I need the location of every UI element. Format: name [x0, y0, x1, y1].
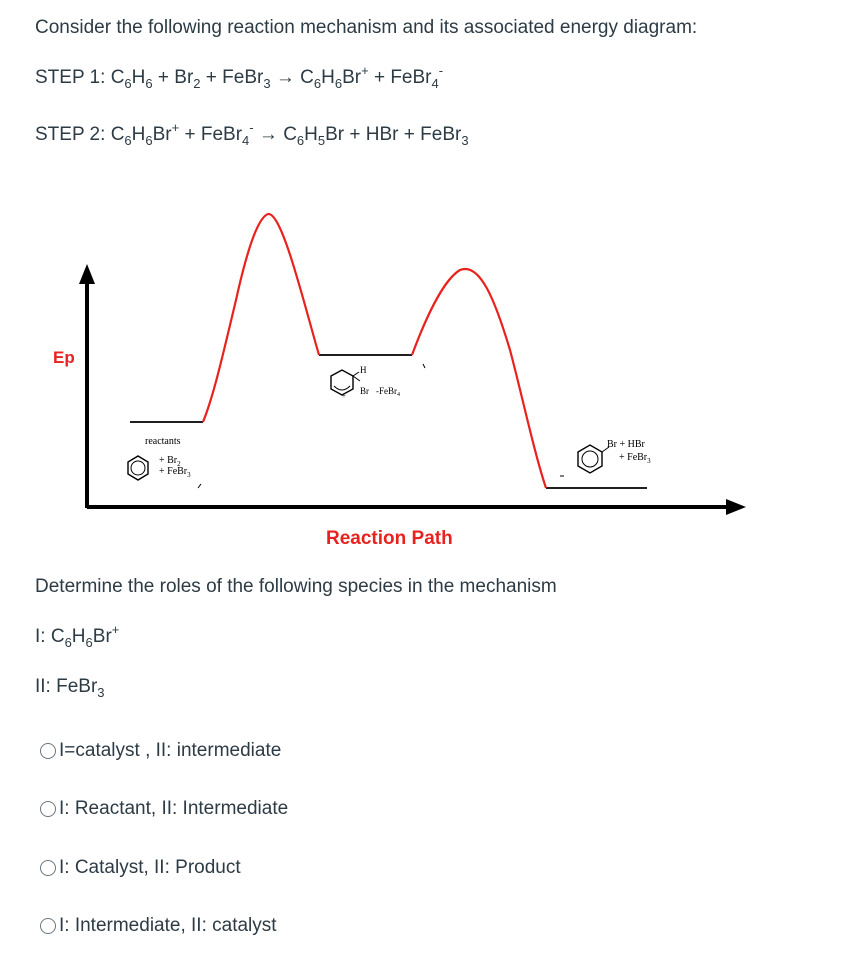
svg-text:H: H: [360, 365, 367, 375]
svg-text:+ Br2: + $Br_2$: [159, 455, 181, 468]
answer-option-label: I: Intermediate, II: catalyst: [59, 915, 277, 936]
radio-button[interactable]: [40, 860, 56, 876]
answer-option-4[interactable]: [40, 914, 277, 938]
question-text: Determine the roles of the following species in the mechanism: [35, 576, 557, 597]
y-axis-label: Ep: [53, 348, 75, 367]
reactants-structure: [128, 436, 201, 488]
y-axis-arrowhead: [79, 264, 95, 284]
svg-text:-FeBr4: -FeBr$_4$: [376, 386, 400, 398]
answer-option-label: I=catalyst , II: intermediate: [59, 740, 282, 761]
answer-option-3[interactable]: [40, 856, 241, 880]
svg-text:+: +: [342, 392, 346, 400]
answer-option-2[interactable]: [40, 797, 288, 821]
species-ii: II: FeBr$_3$: [35, 676, 105, 700]
intermediate-structure: [331, 364, 425, 400]
step-1-label: STEP 1:: [35, 67, 111, 88]
reactants-label: reactants: [145, 436, 181, 447]
answer-option-1[interactable]: [40, 739, 281, 763]
products-structure: [560, 439, 651, 476]
x-axis-arrowhead: [726, 499, 746, 515]
radio-button[interactable]: [40, 918, 56, 934]
reaction-arrow: →: [253, 124, 284, 145]
radio-button[interactable]: [40, 801, 56, 817]
transition-state-2-curve: [412, 269, 546, 488]
svg-text:+ FeBr3: + FeBr$_3$: [619, 452, 651, 465]
step-2-equation: STEP 2: $C_6H_6Br^+$ + FeBr$_4$- → $C_6H_5Br$ + HBr + FeBr$_3$: [35, 120, 469, 148]
clipped-top-edge: [0, 0, 854, 4]
svg-text:Br: Br: [360, 386, 369, 396]
reaction-arrow: →: [270, 67, 301, 88]
svg-text:+ FeBr3: + FeBr$_3$: [159, 466, 191, 479]
step-2-label: STEP 2:: [35, 124, 111, 145]
answer-option-label: I: Catalyst, II: Product: [59, 857, 241, 878]
species-i: I: $C_6H_6Br^+$: [35, 622, 120, 650]
step-1-equation: STEP 1: $C_6H_6 + Br_2$ + FeBr$_3$ → $C_6H_6Br^+$ + FeBr$_4$-: [35, 63, 444, 91]
transition-state-1-curve: [203, 214, 319, 422]
energy-diagram: [0, 195, 854, 560]
radio-button[interactable]: [40, 743, 56, 759]
answer-option-label: I: Reactant, II: Intermediate: [59, 798, 289, 819]
svg-text:Br + HBr: Br + HBr: [607, 439, 645, 450]
intro-text: Consider the following reaction mechanism and its associated energy diagram:: [35, 17, 698, 38]
x-axis-label: Reaction Path: [326, 528, 453, 549]
